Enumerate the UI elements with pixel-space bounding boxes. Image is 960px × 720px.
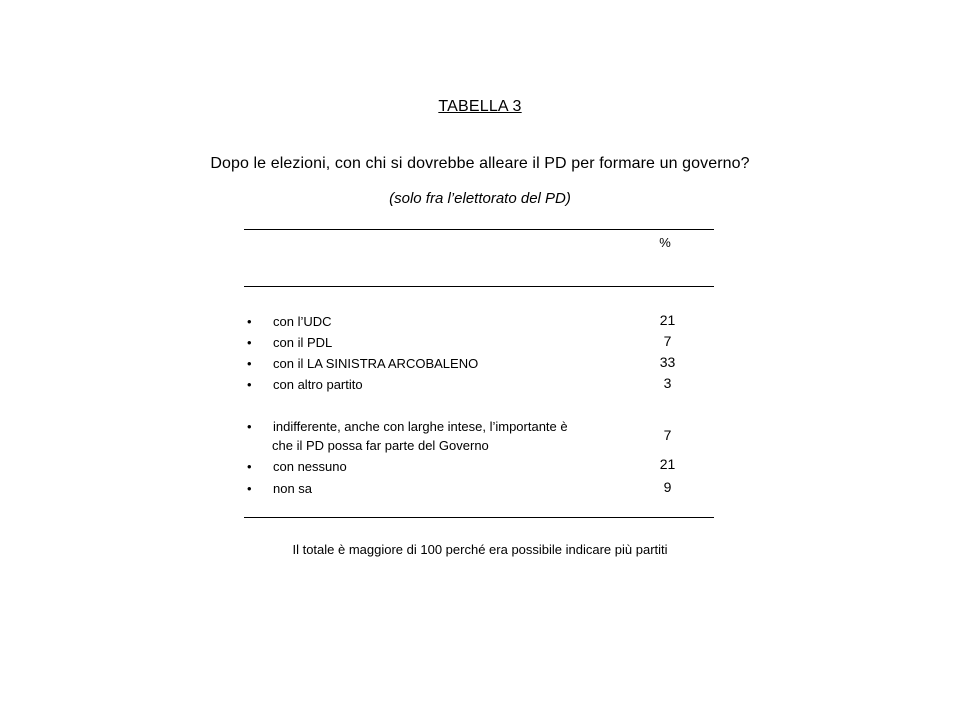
bottom-rule (244, 517, 714, 518)
row-label-nessuno: con nessuno (273, 459, 347, 474)
row-label-indifferente-line2: che il PD possa far parte del Governo (272, 438, 489, 453)
bullet-icon: • (247, 314, 252, 329)
row-value-non-sa: 9 (663, 479, 672, 495)
row-label-udc: con l’UDC (273, 314, 332, 329)
footnote: Il totale è maggiore di 100 perché era possibile indicare più partiti (292, 542, 668, 557)
row-label-pdl: con il PDL (273, 335, 333, 350)
percent-column-header: % (659, 235, 671, 250)
bullet-icon: • (247, 459, 252, 474)
row-label-non-sa: non sa (273, 481, 313, 496)
survey-question: Dopo le elezioni, con chi si dovrebbe alleare il PD per formare un governo? (210, 155, 750, 172)
row-label-sinistra-arcobaleno: con il LA SINISTRA ARCOBALENO (273, 356, 479, 371)
population-note: (solo fra l’elettorato del PD) (389, 190, 571, 207)
row-label-altro-partito: con altro partito (273, 377, 363, 392)
row-value-udc: 21 (659, 312, 676, 328)
row-value-pdl: 7 (663, 333, 672, 349)
bullet-icon: • (247, 419, 252, 434)
bullet-icon: • (247, 335, 252, 350)
row-label-indifferente: indifferente, anche con larghe intese, l’importante è (273, 419, 568, 434)
row-value-nessuno: 21 (659, 456, 676, 472)
bullet-icon: • (247, 377, 252, 392)
row-value-indifferente: 7 (663, 427, 672, 443)
table-title: TABELLA 3 (438, 98, 522, 115)
bullet-icon: • (247, 356, 252, 371)
header-rule (244, 286, 714, 287)
row-value-altro-partito: 3 (663, 375, 672, 391)
row-value-sinistra-arcobaleno: 33 (659, 354, 676, 370)
bullet-icon: • (247, 481, 252, 496)
top-rule (244, 229, 714, 230)
